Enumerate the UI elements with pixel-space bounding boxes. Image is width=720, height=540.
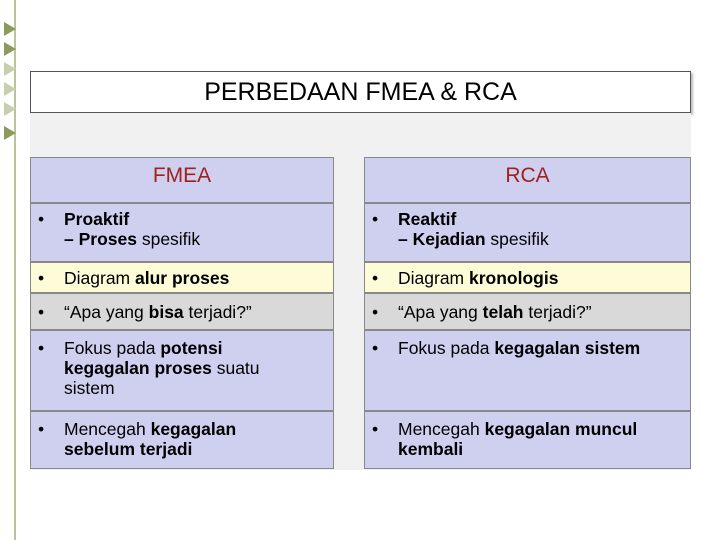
rca-kegagalan-sistem: kegagalan sistem xyxy=(494,338,641,358)
rca-telah: telah xyxy=(482,302,524,322)
bullet: • xyxy=(372,209,379,229)
fmea-row-3 xyxy=(30,293,334,330)
fmea-row-1 xyxy=(30,203,334,262)
fmea-kegagalan-sebelum: kegagalan sebelum terjadi xyxy=(64,419,237,459)
fmea-row-4 xyxy=(30,330,334,411)
rca-row-5 xyxy=(364,411,691,469)
rca-kejadian: – Kejadian xyxy=(398,229,486,249)
bullet: • xyxy=(38,268,45,288)
triangle-icon xyxy=(4,126,16,140)
fmea-apa-yang: “Apa yang xyxy=(64,302,149,322)
fmea-proaktif: Proaktif xyxy=(64,209,130,229)
slide-decoration xyxy=(0,0,22,540)
bullet: • xyxy=(372,302,379,322)
fmea-potensi-kegagalan: potensi kegagalan proses xyxy=(64,338,223,378)
rca-mencegah: Mencegah xyxy=(398,419,485,439)
comparison-table xyxy=(30,157,691,470)
rca-row-1 xyxy=(364,203,691,262)
triangle-icon xyxy=(4,22,16,36)
bullet: • xyxy=(372,419,379,439)
bullet: • xyxy=(372,268,379,288)
fmea-mencegah: Mencegah xyxy=(64,419,151,439)
fmea-proses: – Proses xyxy=(64,229,137,249)
fmea-alur-proses: alur proses xyxy=(135,268,230,288)
fmea-bisa: bisa xyxy=(148,302,184,322)
header-fmea-label: FMEA xyxy=(152,164,212,187)
bullet: • xyxy=(38,338,45,358)
rca-row-4 xyxy=(364,330,691,411)
rca-apa-yang: “Apa yang xyxy=(398,302,483,322)
rca-kegagalan-muncul: kegagalan muncul kembali xyxy=(398,419,638,459)
fmea-diagram: Diagram xyxy=(64,268,135,288)
spacer-band xyxy=(30,113,691,157)
bullet: • xyxy=(38,302,45,322)
triangle-icon xyxy=(4,102,16,116)
decorative-line xyxy=(14,0,16,540)
bullet: • xyxy=(38,419,45,439)
rca-kronologis: kronologis xyxy=(469,268,559,288)
rca-fokus-pada: Fokus pada xyxy=(398,338,495,358)
triangle-icon xyxy=(4,82,16,96)
triangle-icon xyxy=(4,42,16,56)
fmea-row-2 xyxy=(30,262,334,293)
slide-title: PERBEDAAN FMEA & RCA xyxy=(30,71,691,113)
header-rca xyxy=(364,157,691,203)
bullet: • xyxy=(372,338,379,358)
triangle-icon xyxy=(4,62,16,76)
rca-spesifik: spesifik xyxy=(485,229,549,249)
bullet: • xyxy=(38,209,45,229)
fmea-suatu-sistem: suatu sistem xyxy=(64,358,260,398)
rca-diagram: Diagram xyxy=(398,268,469,288)
header-fmea xyxy=(30,157,334,203)
fmea-fokus-pada: Fokus pada xyxy=(64,338,161,358)
header-rca-label: RCA xyxy=(505,164,550,187)
rca-row-3 xyxy=(364,293,691,330)
fmea-spesifik: spesifik xyxy=(136,229,201,249)
rca-reaktif: Reaktif xyxy=(398,209,457,229)
rca-terjadi: terjadi?” xyxy=(523,302,592,322)
fmea-terjadi: terjadi?” xyxy=(183,302,252,322)
rca-row-2 xyxy=(364,262,691,293)
fmea-row-5 xyxy=(30,411,334,469)
